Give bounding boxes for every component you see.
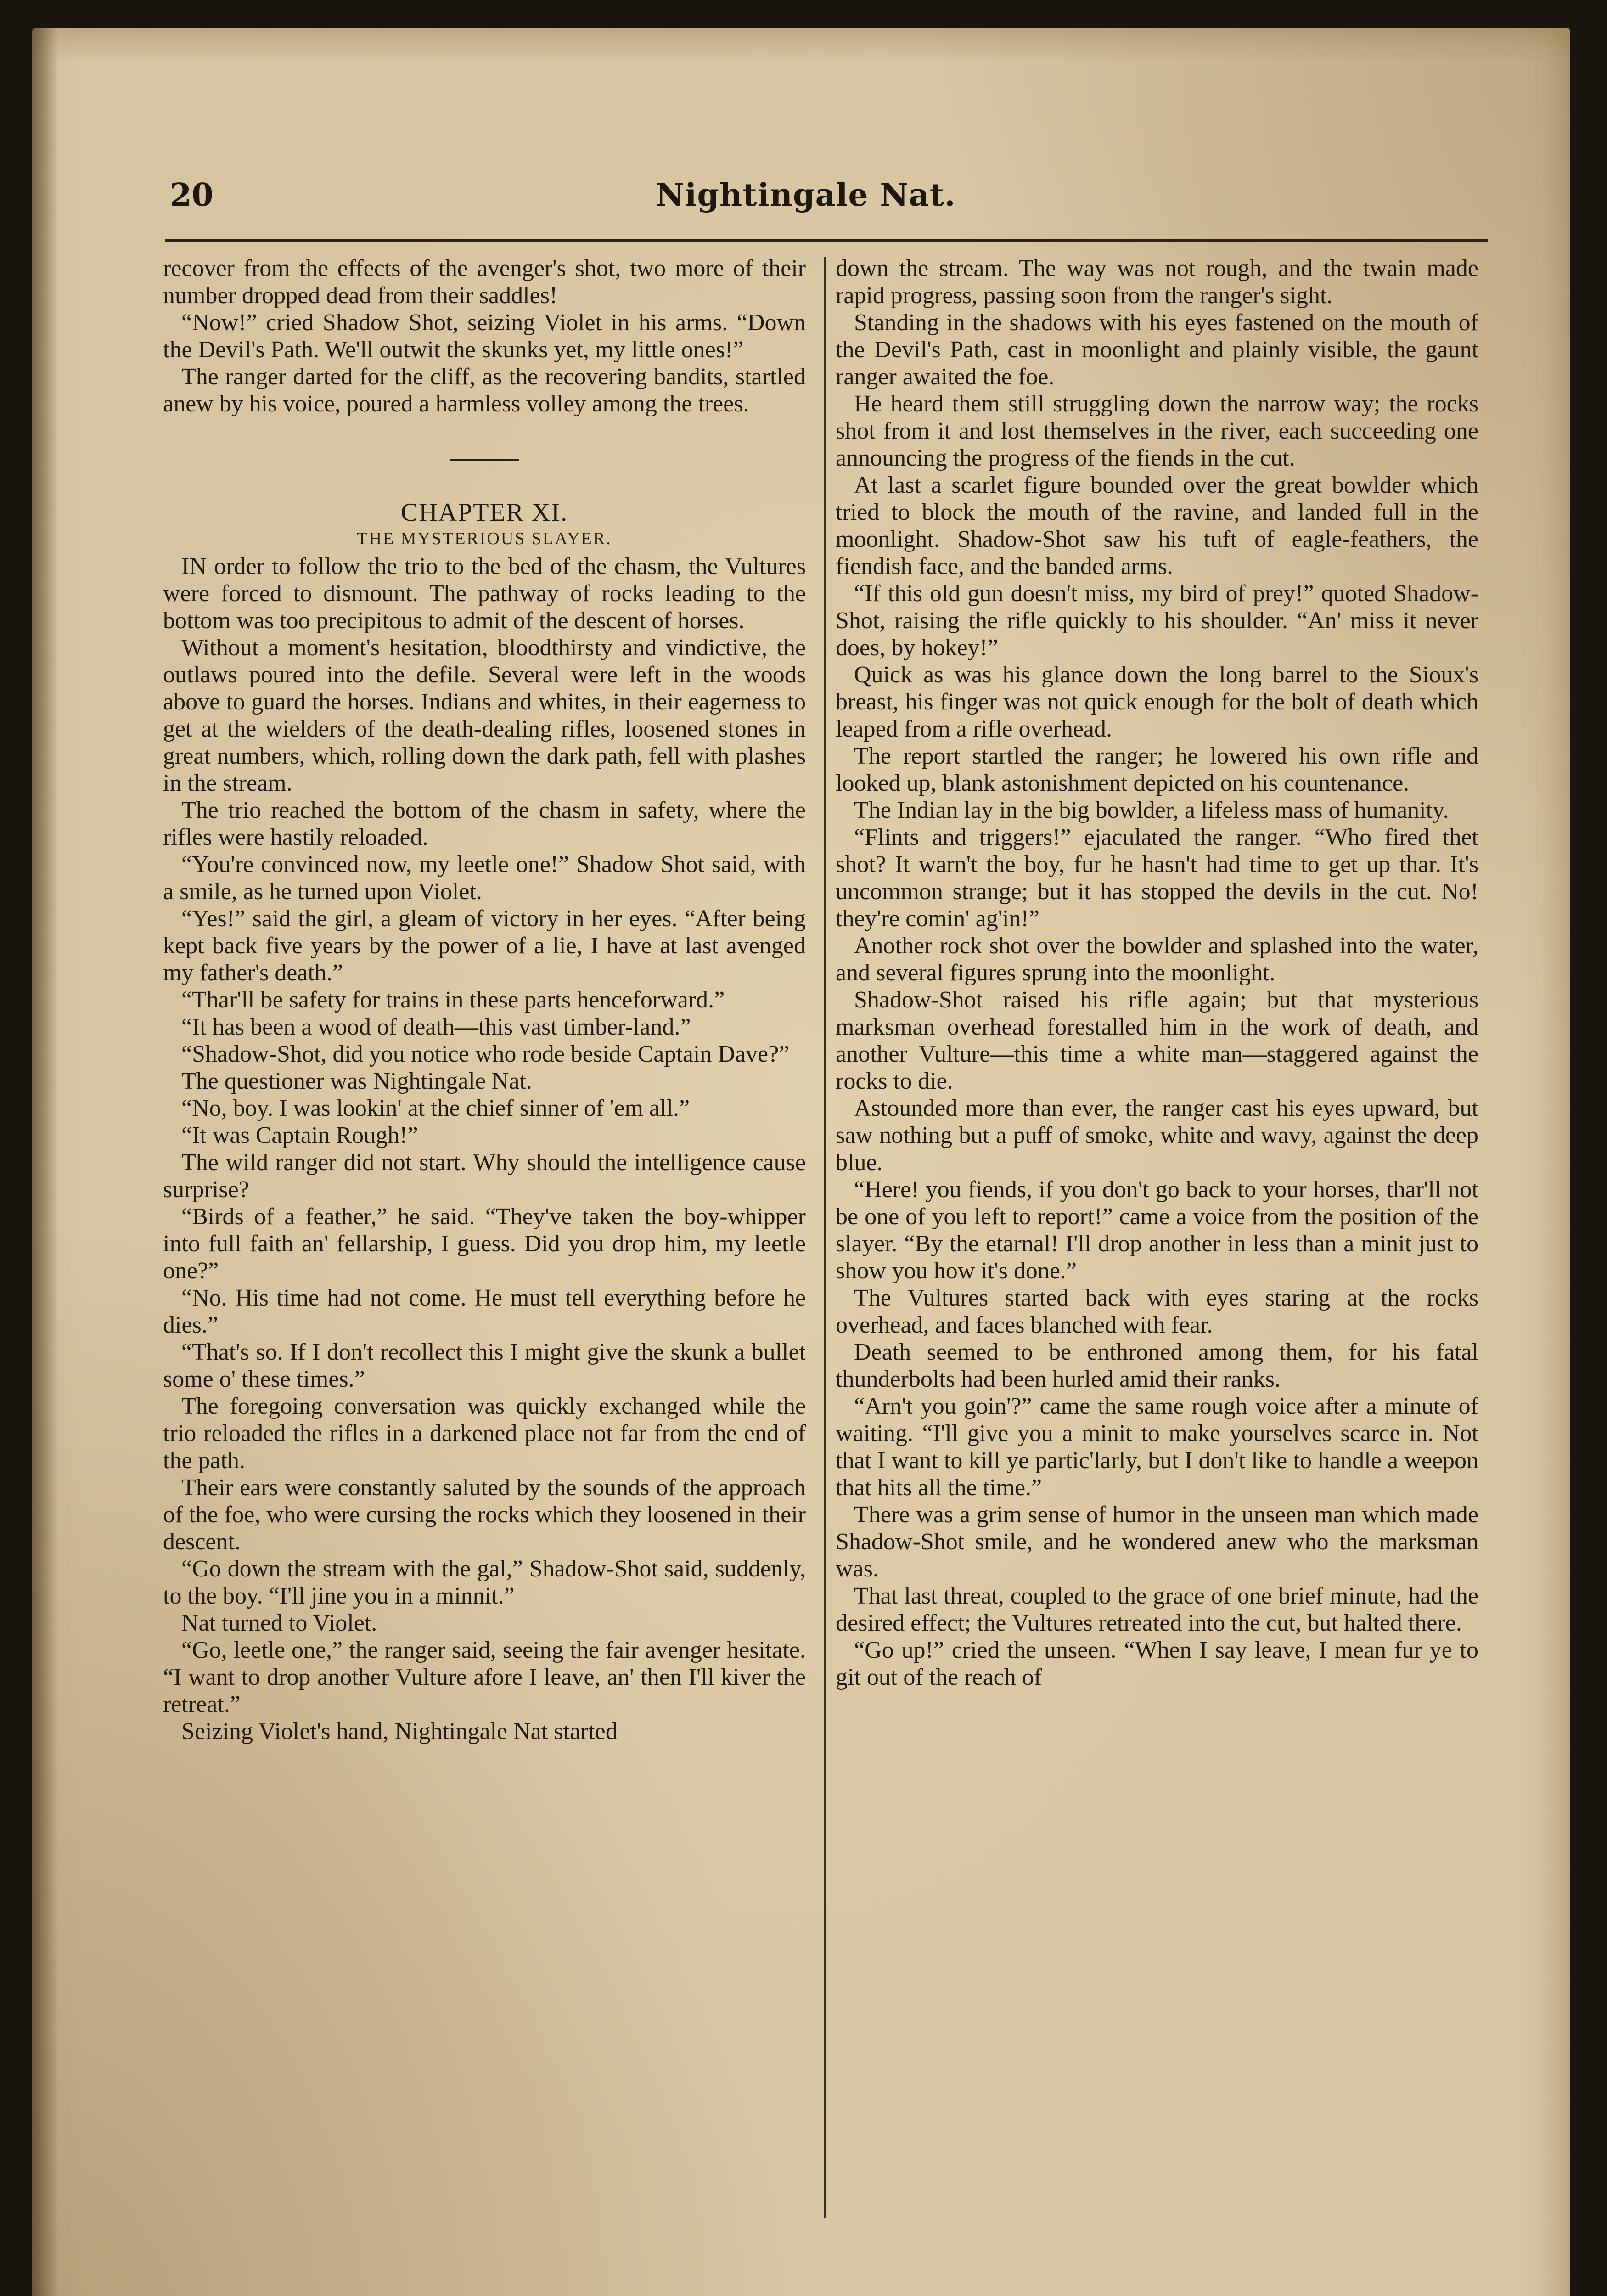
paragraph: The Vultures started back with eyes staring at the rocks overhead, and faces blanched with fear. [836, 1285, 1478, 1338]
paragraph: The Indian lay in the big bowlder, a lifeless mass of humanity. [854, 797, 1449, 823]
section-divider [450, 459, 519, 461]
left-body-text [163, 553, 806, 1745]
paragraph: Nat turned to Violet. [181, 1610, 377, 1636]
page-spine-shadow [32, 28, 57, 2296]
paragraph: The report startled the ranger; he lowered his own rifle and looked up, blank astonishment depicted on his countenance. [836, 743, 1478, 796]
left-column [163, 255, 806, 1745]
paragraph: Seizing Violet's hand, Nightingale Nat started [181, 1718, 618, 1745]
right-body-text [836, 255, 1478, 1691]
paragraph: Death seemed to be enthroned among them, for his fatal thunderbolts had been hurled amid their ranks. [836, 1339, 1478, 1392]
column-divider [824, 257, 826, 2218]
paragraph: “Yes!” said the girl, a gleam of victory in her eyes. “After being kept back five years by the power of a lie, I have at last avenged my father's death.” [163, 906, 806, 986]
paragraph: “Arn't you goin'?” came the same rough voice after a minute of waiting. “I'll give you a minit to make yourselves scarce in. Not that I want to kill ye partic'larly, but I don't like to handle a weepon that hits all the time.” [836, 1393, 1478, 1501]
paragraph: There was a grim sense of humor in the unseen man which made Shadow-Shot smile, and he wondered anew who the marksman was. [836, 1502, 1478, 1582]
paragraph: Shadow-Shot raised his rifle again; but that mysterious marksman overhead forestalled him in the work of death, and another Vulture—this time a white man—staggered against the rocks to die. [836, 987, 1478, 1094]
paragraph: “Thar'll be safety for trains in these parts henceforward.” [181, 987, 725, 1013]
paragraph: “Birds of a feather,” he said. “They've taken the boy-whipper into full faith an' fellarship, I guess. Did you drop him, my leetle one?” [163, 1204, 806, 1284]
left-intro-text [163, 255, 806, 417]
paragraph: “Shadow-Shot, did you notice who rode beside Captain Dave?” [181, 1041, 790, 1067]
paragraph: The questioner was Nightingale Nat. [181, 1068, 532, 1094]
paragraph: Without a moment's hesitation, bloodthirsty and vindictive, the outlaws poured into the defile. Several were left in the woods above to guard the horses. Indians and whites, in their eagerness to get at the wielders of the death-dealing rifles, loosened stones in great numbers, which, rolling down the dark path, fell with plashes in the stream. [163, 635, 806, 796]
paragraph: “It has been a wood of death—this vast timber-land.” [181, 1014, 691, 1040]
right-column [836, 255, 1478, 1691]
chapter-title: CHAPTER XI. [400, 498, 568, 527]
page-header [170, 177, 1442, 236]
paragraph: “You're convinced now, my leetle one!” Shadow Shot said, with a smile, as he turned upon Violet. [163, 851, 806, 905]
paragraph: The foregoing conversation was quickly exchanged while the trio reloaded the rifles in a darkened place not far from the end of the path. [163, 1393, 806, 1474]
paragraph: “Flints and triggers!” ejaculated the ranger. “Who fired thet shot? It warn't the boy, fur he hasn't had time to get up thar. It's uncommon strange; but it has stopped the devils in the cut. No! they're comin' ag'in!” [836, 824, 1478, 932]
paragraph: “No. His time had not come. He must tell everything before he dies.” [163, 1285, 806, 1338]
paragraph: “Go down the stream with the gal,” Shadow-Shot said, suddenly, to the boy. “I'll jine you in a minnit.” [163, 1556, 806, 1609]
paragraph: The wild ranger did not start. Why should the intelligence cause surprise? [163, 1149, 806, 1203]
paragraph: At last a scarlet figure bounded over the great bowlder which tried to block the mouth of the ravine, and landed full in the moonlight. Shadow-Shot saw his tuft of eagle-feathers, the fiendish face, and the banded arms. [836, 472, 1478, 580]
paragraph: recover from the effects of the avenger's shot, two more of their number dropped dead from their saddles! [163, 255, 806, 309]
paragraph: Quick as was his glance down the long barrel to the Sioux's breast, his finger was not quick enough for the bolt of death which leaped from a rifle overhead. [836, 662, 1478, 742]
paragraph: The ranger darted for the cliff, as the recovering bandits, startled anew by his voice, poured a harmless volley among the trees. [163, 364, 806, 417]
page-number: 20 [170, 177, 214, 214]
paragraph: “No, boy. I was lookin' at the chief sinner of 'em all.” [181, 1095, 690, 1121]
paragraph: Another rock shot over the bowlder and splashed into the water, and several figures sprung into the moonlight. [836, 933, 1478, 986]
paragraph: “That's so. If I don't recollect this I might give the skunk a bullet some o' these times.” [163, 1339, 806, 1392]
paragraph: “If this old gun doesn't miss, my bird of prey!” quoted Shadow-Shot, raising the rifle quickly to his shoulder. “An' miss it never does, by hokey!” [836, 580, 1478, 661]
chapter-subtitle: THE MYSTERIOUS SLAYER. [357, 529, 612, 548]
header-rule [165, 239, 1488, 242]
paragraph: The trio reached the bottom of the chasm in safety, where the rifles were hastily reloaded. [163, 797, 806, 850]
paragraph: “Now!” cried Shadow Shot, seizing Violet in his arms. “Down the Devil's Path. We'll outwit the skunks yet, my little ones!” [163, 310, 806, 363]
paragraph: “Go, leetle one,” the ranger said, seeing the fair avenger hesitate. “I want to drop another Vulture afore I leave, an' then I'll kiver the retreat.” [163, 1637, 806, 1717]
paragraph: “Go up!” cried the unseen. “When I say leave, I mean fur ye to git out of the reach of [836, 1637, 1478, 1690]
paragraph: down the stream. The way was not rough, and the twain made rapid progress, passing soon from the ranger's sight. [836, 255, 1478, 309]
paragraph: IN order to follow the trio to the bed of the chasm, the Vultures were forced to dismount. The pathway of rocks leading to the bottom was too precipitous to admit of the descent of horses. [163, 553, 806, 634]
running-title: Nightingale Nat. [656, 177, 956, 214]
paragraph: That last threat, coupled to the grace of one brief minute, had the desired effect; the Vultures retreated into the cut, but halted there. [836, 1583, 1478, 1636]
paragraph: Their ears were constantly saluted by the sounds of the approach of the foe, who were cursing the rocks which they loosened in their descent. [163, 1474, 806, 1555]
paragraph: Standing in the shadows with his eyes fastened on the mouth of the Devil's Path, cast in moonlight and plainly visible, the gaunt ranger awaited the foe. [836, 310, 1478, 390]
paragraph: He heard them still struggling down the narrow way; the rocks shot from it and lost themselves in the river, each succeeding one announcing the progress of the fiends in the cut. [836, 391, 1478, 471]
paragraph: “It was Captain Rough!” [181, 1122, 418, 1148]
paragraph: “Here! you fiends, if you don't go back to your horses, thar'll not be one of you left to report!” came a voice from the position of the slayer. “By the etarnal! I'll drop another in less than a minit just to show you how it's done.” [836, 1176, 1478, 1284]
paragraph: Astounded more than ever, the ranger cast his eyes upward, but saw nothing but a puff of smoke, white and wavy, against the deep blue. [836, 1095, 1478, 1176]
